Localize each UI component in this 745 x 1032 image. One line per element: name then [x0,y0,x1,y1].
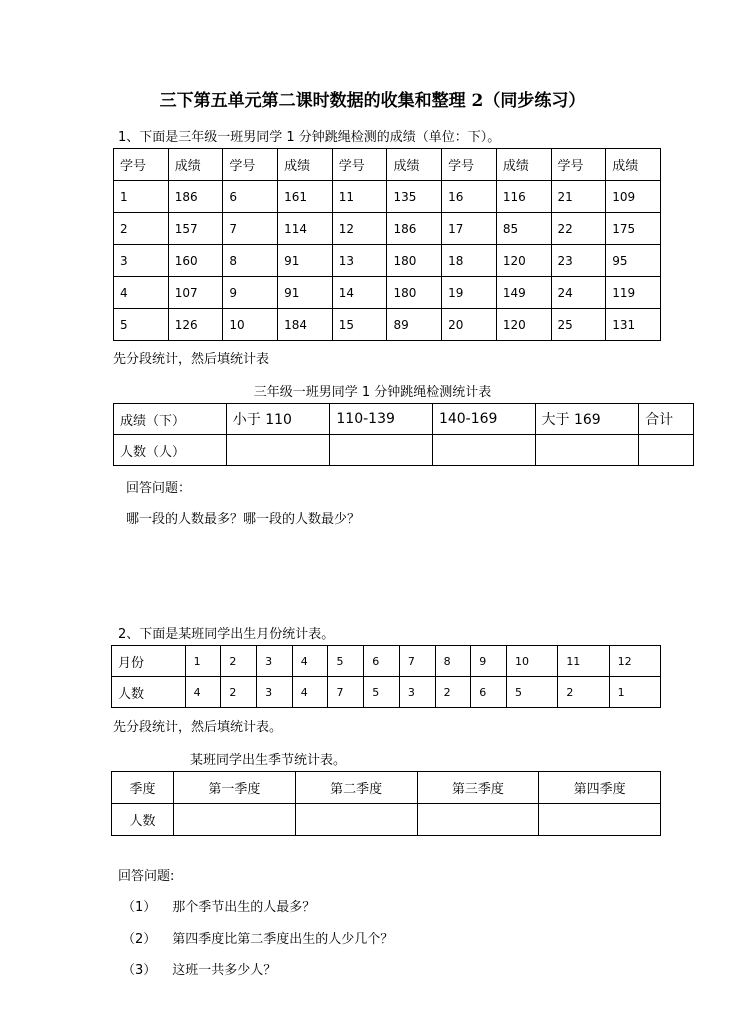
row-label: 月份 [112,646,186,677]
table-cell: 15 [332,309,387,341]
blank-answer-cell [174,804,296,836]
table-header-row [114,149,661,181]
q1-question: 哪一段的人数最多？哪一段的人数最少？ [126,512,361,527]
q2-answer-label: 回答问题: [118,869,175,884]
column-header: 成绩 [496,149,551,181]
table-row [114,277,661,309]
jump-rope-stat-table [113,403,694,466]
count-cell: 3 [399,677,435,708]
column-header: 学号 [332,149,387,181]
q2-prompt: 2、下面是某班同学出生月份统计表。 [118,627,335,642]
table-cell: 116 [496,181,551,213]
column-header: 大于 169 [535,404,639,435]
table-header-row [112,772,661,804]
column-header: 季度 [112,772,174,804]
table-cell: 114 [278,213,333,245]
month-cell: 11 [558,646,609,677]
table-cell: 12 [332,213,387,245]
table-cell: 119 [606,277,661,309]
table-cell: 16 [442,181,497,213]
count-cell: 7 [328,677,364,708]
q1-instruction: 先分段统计，然后填统计表 [113,352,270,367]
table-cell: 17 [442,213,497,245]
column-header: 成绩 [168,149,223,181]
question-text: 那个季节出生的人最多？ [172,900,316,915]
column-header: 成绩（下） [114,404,227,435]
q2-question-2 [122,928,393,947]
table-cell: 186 [168,181,223,213]
table-cell: 13 [332,245,387,277]
table-cell: 19 [442,277,497,309]
table-cell: 25 [551,309,606,341]
table-cell: 175 [606,213,661,245]
q1-prompt: 1、下面是三年级一班男同学 1 分钟跳绳检测的成绩（单位：下）。 [118,130,501,145]
q2-stat-table-title: 某班同学出生季节统计表。 [190,753,347,768]
table-cell: 6 [223,181,278,213]
table-cell: 107 [168,277,223,309]
question-text: 这班一共多少人？ [172,963,277,978]
month-cell: 12 [609,646,660,677]
column-header: 140-169 [432,404,535,435]
count-cell: 1 [609,677,660,708]
column-header: 成绩 [606,149,661,181]
row-label: 人数 [112,677,186,708]
jump-rope-score-table [113,148,661,341]
table-cell: 135 [387,181,442,213]
table-cell: 161 [278,181,333,213]
table-cell: 157 [168,213,223,245]
table-cell: 7 [223,213,278,245]
table-cell: 131 [606,309,661,341]
table-row [114,435,694,466]
q2-question-3 [122,959,276,978]
row-label: 人数 [112,804,174,836]
table-cell: 91 [278,277,333,309]
month-cell: 2 [221,646,257,677]
blank-answer-cell [226,435,330,466]
table-cell: 89 [387,309,442,341]
q2-question-1 [122,896,315,915]
month-cell: 9 [471,646,507,677]
count-cell: 4 [185,677,221,708]
table-cell: 8 [223,245,278,277]
table-cell: 9 [223,277,278,309]
table-cell: 149 [496,277,551,309]
table-cell: 85 [496,213,551,245]
table-cell: 22 [551,213,606,245]
table-cell: 186 [387,213,442,245]
count-cell: 2 [558,677,609,708]
table-cell: 10 [223,309,278,341]
month-row [112,646,661,677]
table-cell: 3 [114,245,169,277]
blank-answer-cell [432,435,535,466]
count-row [112,677,661,708]
column-header: 第一季度 [174,772,296,804]
table-cell: 109 [606,181,661,213]
blank-answer-cell [330,435,433,466]
table-cell: 126 [168,309,223,341]
table-cell: 21 [551,181,606,213]
column-header: 第四季度 [539,772,661,804]
row-label: 人数（人） [114,435,227,466]
table-cell: 1 [114,181,169,213]
count-cell: 5 [364,677,400,708]
table-cell: 4 [114,277,169,309]
column-header: 小于 110 [226,404,330,435]
q1-stat-table-title: 三年级一班男同学 1 分钟跳绳检测统计表 [253,385,492,400]
table-row [114,181,661,213]
question-text: 第四季度比第二季度出生的人少几个？ [172,932,394,947]
birth-month-table [111,645,661,708]
table-cell: 184 [278,309,333,341]
count-cell: 6 [471,677,507,708]
page-title: 三下第五单元第二课时数据的收集和整理 2（同步练习） [159,91,586,111]
question-number: （2） [122,932,157,947]
table-cell: 120 [496,245,551,277]
table-row [114,245,661,277]
table-cell: 120 [496,309,551,341]
column-header: 学号 [114,149,169,181]
table-row [114,213,661,245]
count-cell: 5 [507,677,558,708]
q2-instruction: 先分段统计，然后填统计表。 [113,720,283,735]
month-cell: 4 [292,646,328,677]
column-header: 学号 [551,149,606,181]
count-cell: 2 [435,677,471,708]
q1-answer-label: 回答问题： [126,481,192,496]
month-cell: 6 [364,646,400,677]
month-cell: 1 [185,646,221,677]
table-cell: 23 [551,245,606,277]
month-cell: 10 [507,646,558,677]
table-cell: 180 [387,277,442,309]
blank-answer-cell [539,804,661,836]
table-cell: 91 [278,245,333,277]
table-header-row [114,404,694,435]
month-cell: 8 [435,646,471,677]
column-header: 学号 [442,149,497,181]
question-number: （3） [122,963,157,978]
table-cell: 24 [551,277,606,309]
count-cell: 2 [221,677,257,708]
month-cell: 7 [399,646,435,677]
column-header: 成绩 [387,149,442,181]
count-cell: 3 [257,677,293,708]
column-header: 第二季度 [295,772,417,804]
table-cell: 5 [114,309,169,341]
column-header: 成绩 [278,149,333,181]
table-cell: 14 [332,277,387,309]
column-header: 第三季度 [417,772,539,804]
table-cell: 2 [114,213,169,245]
table-row [112,804,661,836]
month-cell: 3 [257,646,293,677]
blank-answer-cell [417,804,539,836]
table-cell: 180 [387,245,442,277]
blank-answer-cell [639,435,694,466]
count-cell: 4 [292,677,328,708]
blank-answer-cell [295,804,417,836]
month-cell: 5 [328,646,364,677]
birth-season-stat-table [111,771,661,836]
question-number: （1） [122,900,157,915]
blank-answer-cell [535,435,639,466]
table-cell: 20 [442,309,497,341]
column-header: 合计 [639,404,694,435]
table-cell: 160 [168,245,223,277]
column-header: 学号 [223,149,278,181]
table-cell: 95 [606,245,661,277]
table-row [114,309,661,341]
table-cell: 11 [332,181,387,213]
column-header: 110-139 [330,404,433,435]
table-cell: 18 [442,245,497,277]
